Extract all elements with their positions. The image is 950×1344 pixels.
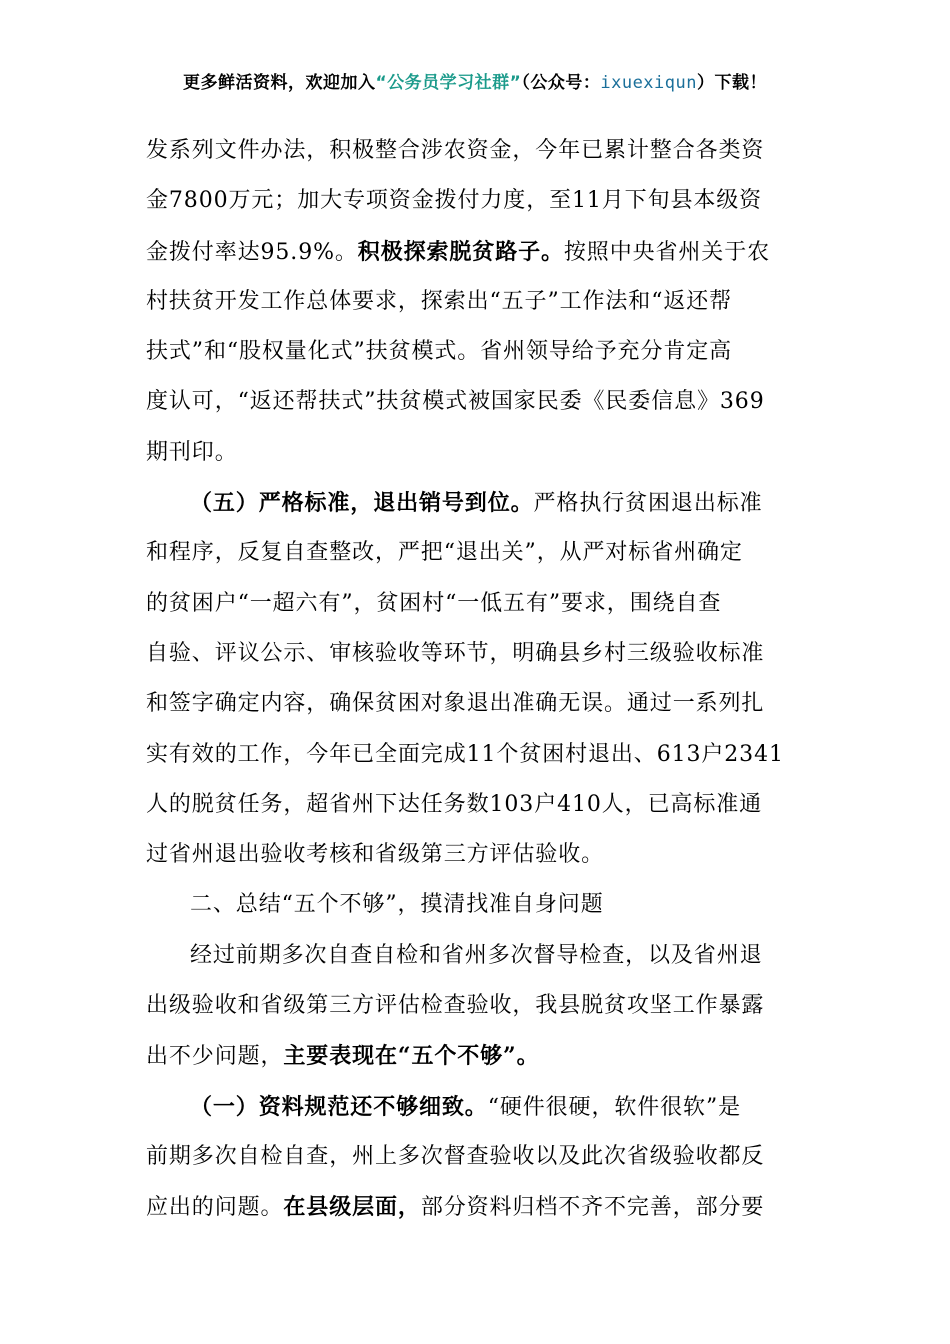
text-line — [146, 428, 802, 478]
text-run: 二、总结“五个不够”，摸清找准自身问题 — [190, 892, 604, 918]
text-run: 村扶贫开发工作总体要求，探索出“五子”工作法和“返还帮 — [146, 288, 733, 314]
text-line — [146, 730, 802, 780]
banner-prefix: 更多鲜活资料，欢迎加入 — [183, 73, 376, 93]
banner-wechat-id: ixuexiqun — [600, 73, 697, 93]
text-line — [146, 277, 802, 327]
banner-suffix: ）下载！ — [696, 73, 767, 93]
text-run: 按照中央省州关于农 — [563, 239, 771, 265]
text-run: 和签字确定内容，确保贫困对象退出准确无误。通过一系列扎 — [146, 691, 765, 717]
text-line — [146, 1082, 802, 1132]
text-run: 扶式”和“股权量化式”扶贫模式。省州领导给予充分肯定高 — [146, 339, 733, 365]
text-run: 部分资料归档不齐不完善，部分要 — [420, 1195, 765, 1221]
text-line — [146, 1031, 802, 1081]
text-run: 期刊印。 — [146, 439, 238, 465]
text-line — [146, 579, 802, 629]
text-run: 的贫困户“一超六有”，贫困村“一低五有”要求，围绕自查 — [146, 590, 722, 616]
text-line — [146, 377, 802, 427]
bold-phrase: （一）资料规范还不够细致。 — [190, 1093, 488, 1120]
banner-wechat-label: （公众号： — [521, 73, 601, 93]
text-line — [146, 629, 802, 679]
text-run: 出不少问题， — [146, 1044, 284, 1070]
text-line — [146, 981, 802, 1031]
text-line — [146, 227, 802, 277]
text-run: 出级验收和省级第三方评估检查验收，我县脱贫攻坚工作暴露 — [146, 993, 765, 1019]
text-run: 前期多次自检自查，州上多次督查验收以及此次省级验收都反 — [146, 1143, 765, 1169]
text-line — [146, 830, 802, 880]
text-run: 实有效的工作，今年已全面完成11个贫困村退出、613户2341 — [146, 741, 784, 767]
text-run: 人的脱贫任务，超省州下达任务数103户410人，已高标准通 — [146, 791, 763, 817]
document-body — [146, 126, 802, 1233]
text-line — [146, 679, 802, 729]
text-run: 严格执行贫困退出标准 — [533, 491, 763, 517]
bold-phrase: 积极探索脱贫路子。 — [357, 238, 564, 265]
text-run: 经过前期多次自查自检和省州多次督导检查，以及省州退 — [190, 942, 763, 968]
bold-phrase: （五）严格标准，退出销号到位。 — [190, 490, 534, 517]
text-run: 过省州退出验收考核和省级第三方评估验收。 — [146, 842, 605, 868]
text-line — [146, 931, 802, 981]
banner-group-name: “公务员学习社群” — [375, 73, 522, 93]
text-line — [146, 478, 802, 528]
text-line — [146, 880, 802, 930]
text-run: 金7800万元；加大专项资金拨付力度，至11月下旬县本级资 — [146, 188, 763, 214]
text-line — [146, 780, 802, 830]
text-line — [146, 528, 802, 578]
bold-phrase: 在县级层面， — [283, 1194, 421, 1221]
text-run: 应出的问题。 — [146, 1195, 284, 1221]
text-line — [146, 1182, 802, 1232]
text-line — [146, 327, 802, 377]
text-line — [146, 1132, 802, 1182]
text-run: 自验、评议公示、审核验收等环节，明确县乡村三级验收标准 — [146, 640, 765, 666]
text-run: 和程序，反复自查整改，严把“退出关”，从严对标省州确定 — [146, 540, 743, 566]
text-run: 金拨付率达95.9%。 — [146, 239, 358, 265]
promo-banner — [0, 68, 950, 93]
text-run: “硬件很硬，软件很软”是 — [487, 1094, 741, 1120]
text-run: 发系列文件办法，积极整合涉农资金，今年已累计整合各类资 — [146, 138, 765, 163]
bold-phrase: 主要表现在“五个不够”。 — [283, 1043, 540, 1070]
text-run: 度认可，“返还帮扶式”扶贫模式被国家民委《民委信息》369 — [146, 389, 765, 415]
text-line — [146, 126, 802, 176]
text-line — [146, 176, 802, 226]
